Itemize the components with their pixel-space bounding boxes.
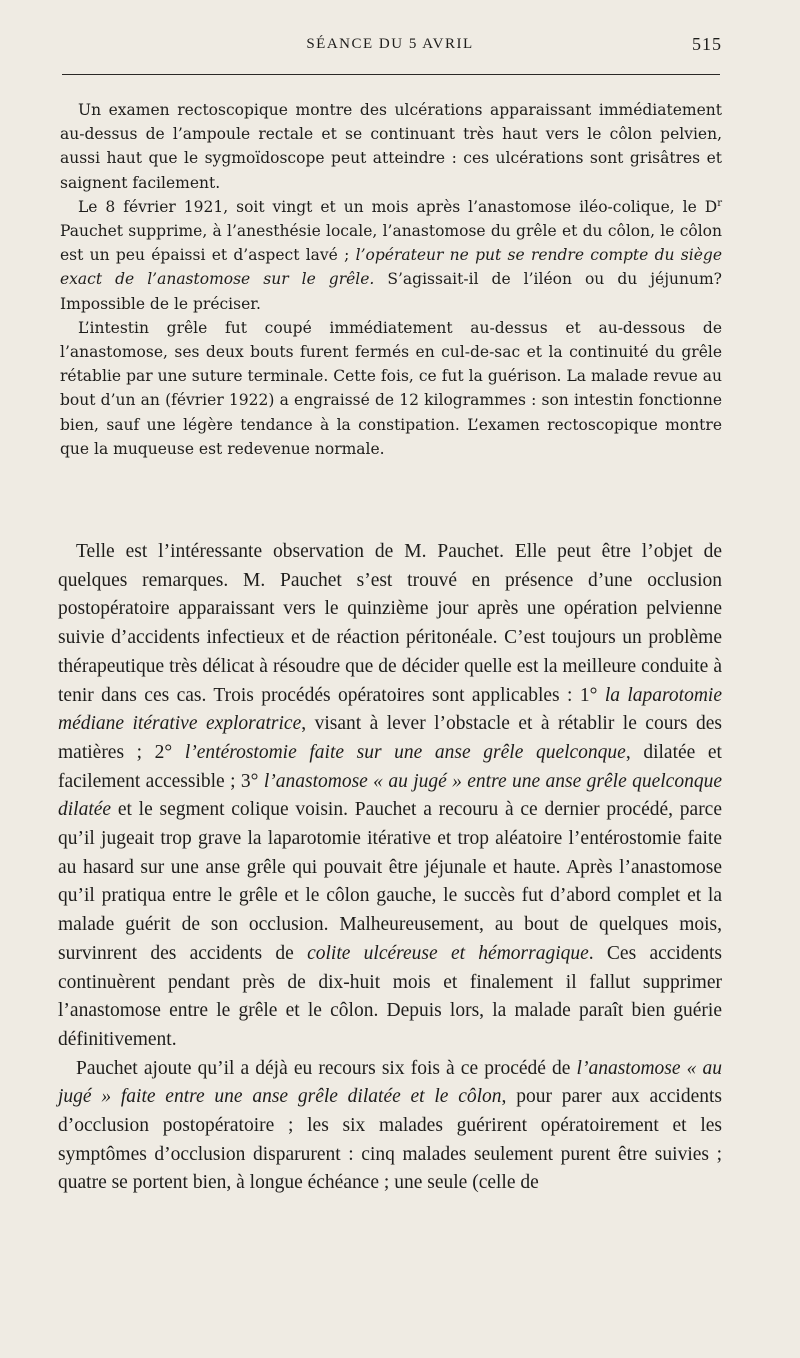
commentary-block bbox=[58, 538, 722, 1198]
italic-run: l’anastomose « au jugé » entre une anse grêle quelconque dilatée bbox=[58, 770, 722, 821]
case-report-block bbox=[60, 98, 722, 461]
text-run: Telle est l’intéressante observation de M. Pauchet. Elle peut être l’objet de quelques remarques. M. Pauchet s’est trouvé en présence d’une occlusion postopératoire apparaissant vers le quinzième jour après une opération pelvienne suivie d’accidents infectieux et de réaction péritonéale. C’est toujours un problème thérapeutique très délicat à résoudre que de décider quelle est la meilleure conduite à tenir dans ces cas. Trois procédés opératoires sont applicables : 1° bbox=[58, 541, 722, 706]
header-rule bbox=[62, 74, 720, 75]
superscript: r bbox=[717, 197, 722, 209]
italic-run: l’entérostomie faite sur une anse grêle quelconque bbox=[184, 741, 626, 763]
page-number: 515 bbox=[692, 34, 722, 54]
text-run: , pour parer aux accidents d’occlusion postopératoire ; les six malades guérirent opératoirement et les symptômes d’occlusion disparurent : cinq malades seulement purent être suivies ; quatre se portent bien, à longue échéance ; une seule (celle de bbox=[58, 1086, 722, 1194]
text-run: , visant à lever l’obstacle et à rétablir le cours des matières ; 2° bbox=[58, 713, 722, 763]
text-run: Pauchet ajoute qu’il a déjà eu recours six fois à ce procédé de bbox=[76, 1057, 577, 1079]
text-run: Pauchet supprime, à l’anesthésie locale, l’anastomose du grêle et du côlon, le côlon est un peu épaissi et d’aspect lavé ; bbox=[60, 222, 722, 265]
text-run: , dilatée et facilement accessible ; 3° bbox=[58, 741, 722, 792]
italic-run: la laparotomie médiane itérative exploratrice bbox=[58, 684, 722, 735]
running-header bbox=[58, 34, 722, 60]
text-run: Le 8 février 1921, soit vingt et un mois après l’anastomose iléo-colique, le D bbox=[78, 197, 718, 216]
text-run: S’agissait-il de l’iléon ou du jéjunum? Impossible de le préciser. bbox=[60, 270, 722, 313]
header-title: SÉANCE DU 5 AVRIL bbox=[306, 36, 474, 52]
text-run: L’intestin grêle fut coupé immédiatement au-dessus et au-dessous de l’anastomose, ses deux bouts furent fermés en cul-de-sac et la continuité du grêle rétablie par une suture terminale. Cette fois, ce fut la guérison. La malade revue au bout d’un an (février 1922) a engraissé de 12 kilogrammes : son intestin fonctionne bien, sauf une légère tendance à la constipation. L’examen rectoscopique montre que la muqueuse est redevenue normale. bbox=[60, 318, 722, 458]
text-run: et le segment colique voisin. Pauchet a recouru à ce dernier procédé, parce qu’il jugeait trop grave la laparotomie itérative et trop aléatoire l’entérostomie faite au hasard sur une anse grêle qui pouvait être jéjunale et haute. Après l’anastomose qu’il pratiqua entre le grêle et le côlon gauche, le succès fut d’abord complet et la malade guérit de son occlusion. Malheureusement, au bout de quelques mois, survinrent des accidents de bbox=[58, 799, 722, 964]
italic-run: colite ulcéreuse et hémorragique bbox=[307, 942, 589, 964]
paragraph bbox=[60, 316, 722, 461]
paragraph bbox=[58, 538, 722, 1055]
text-run: . Ces accidents continuèrent pendant près de dix-huit mois et finalement il fallut supprimer l’anastomose entre le grêle et le côlon. Depuis lors, la malade paraît bien guérie définitivement. bbox=[58, 942, 722, 1050]
paragraph bbox=[58, 1055, 722, 1199]
paragraph bbox=[60, 98, 722, 195]
italic-run: l’anastomose « au jugé » faite entre une anse grêle dilatée et le côlon bbox=[58, 1057, 722, 1108]
text-run: Un examen rectoscopique montre des ulcérations apparaissant immédiatement au-dessus de l’ampoule rectale et se continuant très haut vers le côlon pelvien, aussi haut que le sygmoïdoscope peut atteindre : ces ulcérations sont grisâtres et saignent facilement. bbox=[60, 101, 722, 192]
paragraph bbox=[60, 195, 722, 316]
italic-run: l’opérateur ne put se rendre compte du siège exact de l’anastomose sur le grêle. bbox=[60, 246, 722, 289]
